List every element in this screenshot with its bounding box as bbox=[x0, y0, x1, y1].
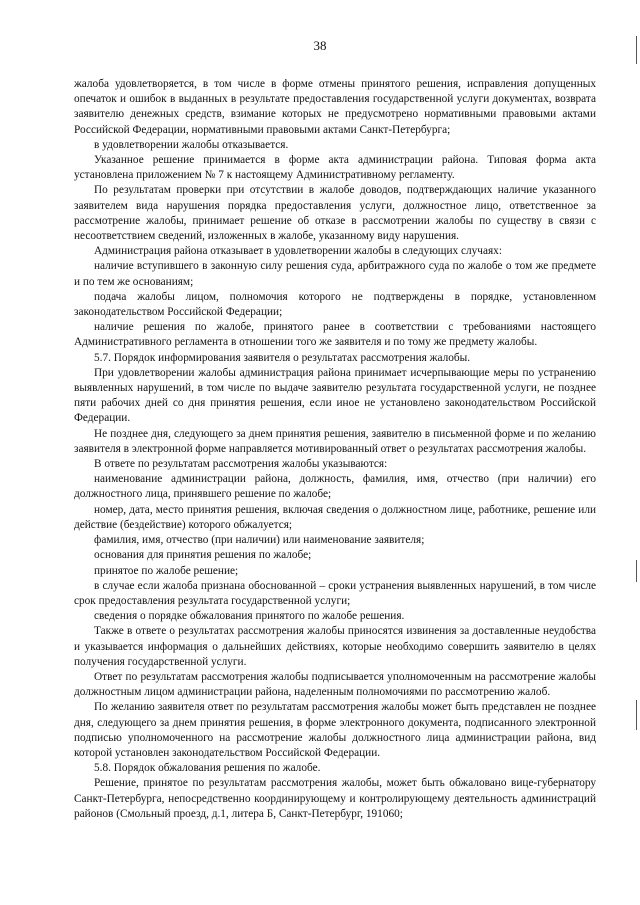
paragraph-22: По желанию заявителя ответ по результатам рассмотрения жалобы может быть представлен не позднее дня, следующего за днем принятия решения, в форме электронного документа, подписанного электронной подписью уполномоченного на рассмотрение жалобы должностного лица администрации района, вид которой установлен законодательством Российской Федерации. bbox=[74, 701, 596, 759]
scan-edge-mark bbox=[636, 560, 637, 582]
section-heading-5-8: 5.8. Порядок обжалования решения по жалобе. bbox=[94, 762, 321, 775]
paragraph-19: сведения о порядке обжалования принятого по жалобе решения. bbox=[94, 610, 405, 623]
paragraph-5: Администрация района отказывает в удовлетворении жалобы в следующих случаях: bbox=[94, 245, 502, 258]
paragraph-7: подача жалобы лицом, полномочия которого не подтверждены в порядке, установленном законодательством Российской Федерации; bbox=[74, 290, 596, 319]
paragraph-3: Указанное решение принимается в форме акта администрации района. Типовая форма акта установлена приложением № 7 к настоящему Административному регламенту. bbox=[74, 154, 596, 182]
paragraph-4: По результатам проверки при отсутствии в жалобе доводов, подтверждающих наличие указанного заявителем вида нарушения порядка предоставления услуги, должностное лицо, ответственное за рассмотрение жалобы, принимает решение об отказе в рассмотрении жалобы по существу в связи с несоответствием сведений, изложенных в жалобе, указанному виду нарушения. bbox=[74, 184, 596, 243]
paragraph-8: наличие решения по жалобе, принятого ранее в соответствии с требованиями настоящего Административного регламента в отношении того же заявителя и по тому же предмету жалобы. bbox=[74, 321, 596, 349]
paragraph-10: При удовлетворении жалобы администрация района принимает исчерпывающие меры по устранению выявленных нарушений, в том числе по выдаче заявителю результата государственной услуги, не позднее пяти рабочих дней со дня принятия решения, если иное не установлено законодательством Российской Федерации. bbox=[74, 366, 596, 425]
paragraph-2: в удовлетворении жалобы отказывается. bbox=[94, 138, 289, 151]
paragraph-18: в случае если жалоба признана обоснованной – сроки устранения выявленных нарушений, в том числе срок предоставления результата государственной услуги; bbox=[74, 579, 596, 607]
document-body bbox=[74, 77, 596, 822]
paragraph-11: Не позднее дня, следующего за днем принятия решения, заявителю в письменной форме и по желанию заявителя в электронной форме направляется мотивированный ответ о результатах рассмотрения жалобы. bbox=[74, 427, 596, 455]
scan-edge-mark bbox=[636, 36, 637, 64]
paragraph-20: Также в ответе о результатах рассмотрения жалобы приносятся извинения за доставленные неудобства и указывается информация о дальнейших действиях, которые необходимо совершить заявителю в целях получения государственной услуги. bbox=[74, 625, 596, 668]
paragraph-16: основания для принятия решения по жалобе; bbox=[94, 549, 312, 562]
paragraph-21: Ответ по результатам рассмотрения жалобы подписывается уполномоченным на рассмотрение жалобы должностным лицом администрации района, наделенным полномочиями по рассмотрению жалоб. bbox=[74, 670, 596, 699]
scan-edge-mark bbox=[636, 700, 637, 730]
paragraph-1: жалоба удовлетворяется, в том числе в форме отмены принятого решения, исправления допущенных опечаток и ошибок в выданных в результате предоставления государственной услуги документах, возврата заявителю денежных средств, взимание которых не предусмотрено нормативными правовыми актами Российской Федерации, нормативными правовыми актами Санкт-Петербурга; bbox=[74, 78, 596, 136]
section-heading-5-7: 5.7. Порядок информирования заявителя о результатах рассмотрения жалобы. bbox=[94, 351, 471, 364]
paragraph-12: В ответе по результатам рассмотрения жалобы указываются: bbox=[94, 458, 388, 471]
paragraph-15: фамилия, имя, отчество (при наличии) или наименование заявителя; bbox=[94, 534, 425, 547]
paragraph-24: Решение, принятое по результатам рассмотрения жалобы, может быть обжаловано вице-губернатору Санкт-Петербурга, непосредственно координирующему и контролирующему деятельность администраций районов (Смольный проезд, д.1, литера Б, Санкт-Петербург, 191060; bbox=[74, 777, 596, 820]
paragraph-14: номер, дата, место принятия решения, включая сведения о должностном лице, работнике, решение или действие (бездействие) которого обжалуется; bbox=[74, 503, 596, 531]
paragraph-13: наименование администрации района, должность, фамилия, имя, отчество (при наличии) его должностного лица, принявшего решение по жалобе; bbox=[74, 473, 596, 501]
paragraph-17: принятое по жалобе решение; bbox=[94, 564, 239, 577]
page-number: 38 bbox=[313, 38, 327, 53]
paragraph-6: наличие вступившего в законную силу решения суда, арбитражного суда по жалобе о том же предмете и по тем же основаниям; bbox=[74, 260, 596, 288]
